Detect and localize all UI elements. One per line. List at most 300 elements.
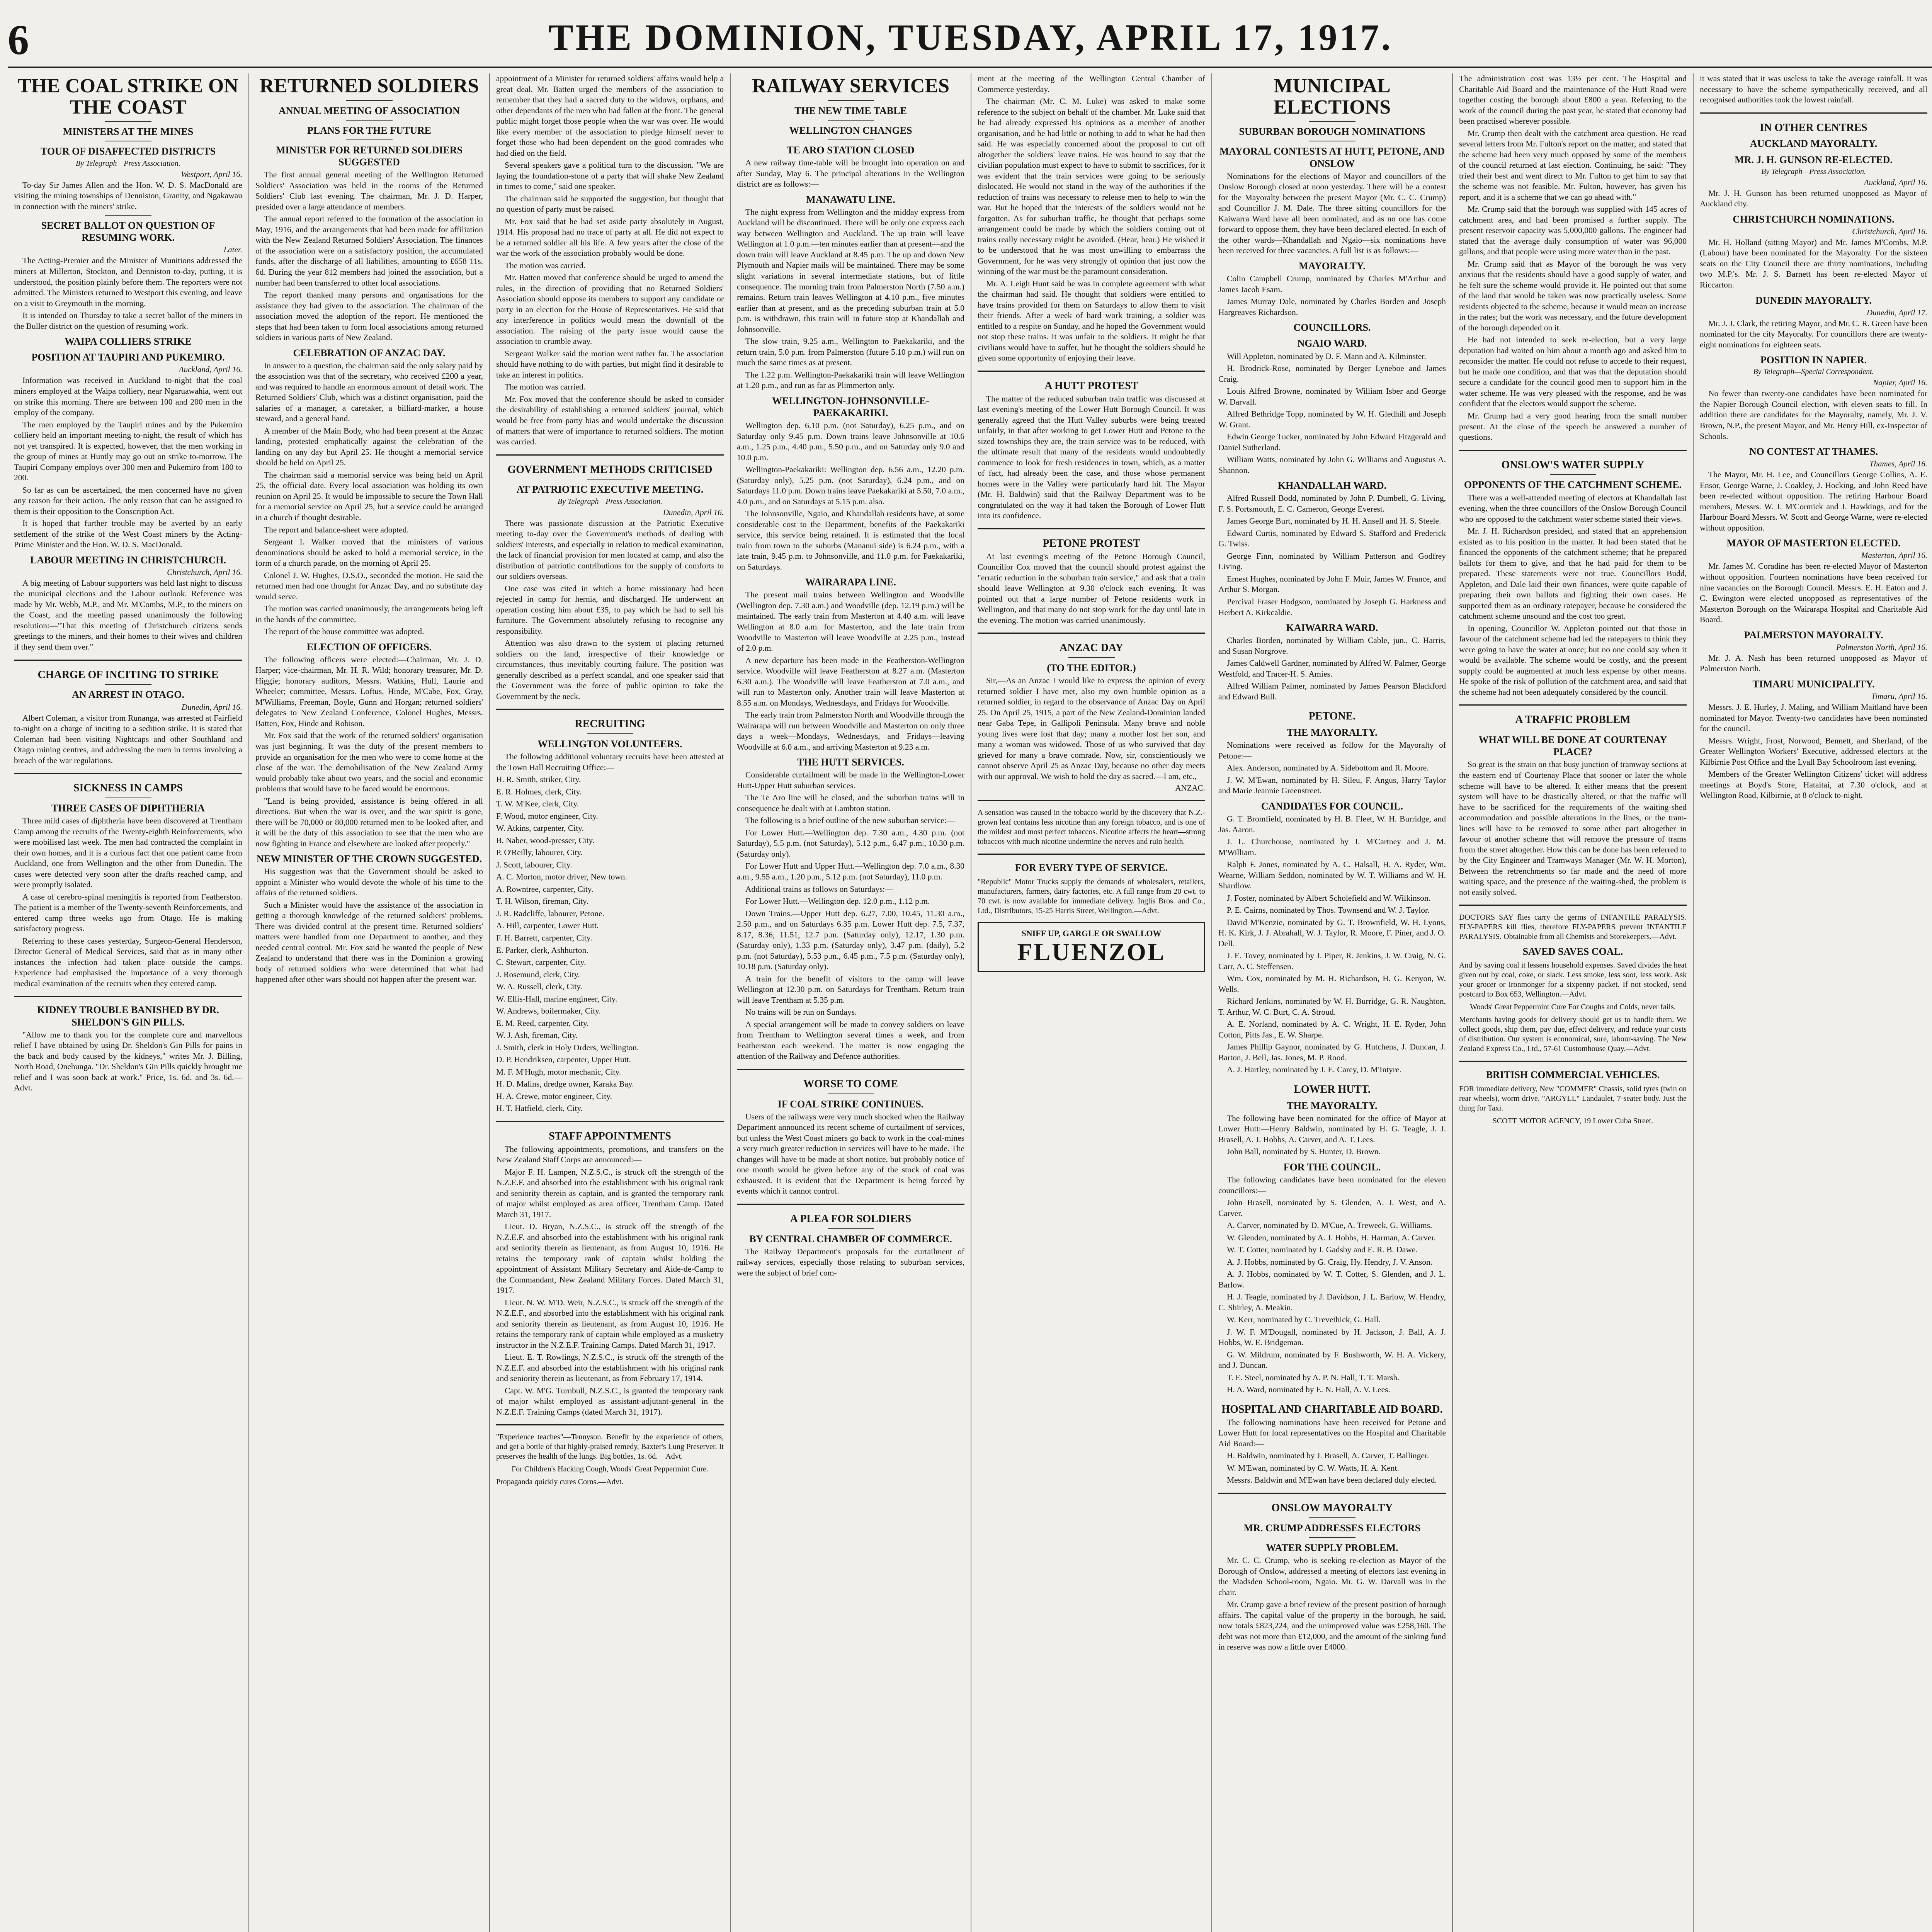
list-item: J. R. Radcliffe, labourer, Petone. [496, 908, 604, 918]
paragraph: Mr. Fox moved that the conference should be asked to consider the desirability of establishing a returned soldiers' journal, which would be free from party bias and would undertake the discussion of matters that were of importance to returned soldiers. The motion was carried. [496, 394, 724, 447]
subhead: NEW MINISTER OF THE CROWN SUGGESTED. [256, 853, 482, 865]
paragraph: For Lower Hutt and Upper Hutt.—Wellington dep. 7.0 a.m., 8.30 a.m., 9.55 a.m., 1.20 p.m., 5.12 p.m. (not Saturday), 11.0 p.m. [737, 861, 964, 881]
subhead: WELLINGTON CHANGES [789, 124, 912, 136]
subhead: ELECTION OF OFFICERS. [306, 641, 432, 653]
list-item: J. Scott, labourer, City. [496, 860, 572, 869]
paragraph: Nominations for the elections of Mayor and councillors of the Onslow Borough closed at noon yesterday. There will be a contest for the Mayoralty between the present Mayor (Mr. C. C. Crump) and Councillor J. M. Dale. The three sitting councillors for the Kaiwarra Ward have all been nominated, and as no one has come forward to oppose them, they have been declared elected. In each of the other wards—Khandallah and Ngaio—six nominations have been received for three vacancies. A full list is as follows:— [1218, 171, 1446, 255]
paragraph: Mr. Crump then dealt with the catchment area question. He read several letters from Mr. Fulton's report on the matter, and stated that the scheme had been very much opposed by some of the members of the council returned at last election. Continuing, he said: "They tried their best and went direct to Mr. Fulton to get him to say that the scheme was not feasible. Mr. Fulton, however, has given his report, and it is a scheme that we can go ahead with." [1459, 128, 1687, 202]
paragraph: The men employed by the Taupiri mines and by the Pukemiro colliery held an important meeting to-night, the result of which has not yet transpired. It is expected, however, that the men working in the group of mines at Huntly may go out on strike to-morrow. The Taupiri Company employs over 300 men and Pukemiro from 180 to 200. [14, 420, 242, 483]
list-item: G. T. Bromfield, nominated by H. B. Fleet, W. H. Burridge, and Jas. Aaron. [1218, 814, 1446, 834]
dateline: Dunedin, April 16. [181, 702, 242, 712]
list-item: George Finn, nominated by William Patterson and Godfrey Living. [1218, 551, 1446, 571]
column-4 [730, 73, 971, 1932]
paragraph: He had not intended to seek re-election, but a very large deputation had waited on him about a month ago and asked him to reconsider the matter. He could not refuse to accede to their request, but he made one condition, and that was that the deputation should secure a candidate for the council good men to support him in the water scheme. He was very pleased with the response, and he was confident that the electors would support the scheme. [1459, 335, 1687, 408]
paragraph: appointment of a Minister for returned soldiers' affairs would help a great deal. Mr. Batten urged the members of the association to remember that they had a sacred duty to the widows, orphans, and other dependants of the men who had fallen at the front. The general public might forget those people when the war was over. He would like every member of the association to pledge himself never to forget those who had been dependent on the good comrades who had died on the field. [496, 74, 724, 158]
advert-title: BRITISH COMMERCIAL VEHICLES. [1486, 1069, 1660, 1081]
list-item: A. C. Morton, motor driver, New town. [496, 872, 627, 882]
paragraph: For Lower Hutt.—Wellington dep. 7.30 a.m., 4.30 p.m. (not Saturday), 5.5 p.m. (not Saturday), 5.12 p.m., 6.47 p.m., 10.30 p.m. (Saturday only). [737, 828, 964, 859]
list-item: E. Parker, clerk, Ashhurton. [496, 945, 588, 955]
paragraph: The Johnsonville, Ngaio, and Khandallah residents have, at some considerable cost to the Department, benefits of the Paekakariki service, this service being retained. It is estimated that the local train from town to the suburbs (Mananui side) is 6.24 p.m., with a late train, 9.45 p.m. to Johnsonville, and 11.0 p.m. for Paekakariki, on Saturdays. [737, 509, 964, 571]
paragraph: James Murray Dale, nominated by Charles Borden and Joseph Hargreaves Richardson. [1218, 297, 1446, 317]
paragraph: The night express from Wellington and the midday express from Auckland will be discontinued. There will be only one express each way between Wellington and Auckland. The up train will leave Wellington at 1.0 p.m.—ten minutes earlier than at present—and the down train will leave Auckland at 8.45 p.m. The up and down New Plymouth and Napier mails will be maintained. There may be some slight variations in several intermediate stations, but of little consequence. The morning train from Palmerston North (7.50 a.m.) remains. Return train leaves Wellington at 4.10 p.m., five minutes earlier than at present, and as the preceding suburban train at 5.0 p.m. is withdrawn, this train will in future stop at Khandallah and Johnsonville. [737, 207, 964, 334]
subhead: FOR THE COUNCIL. [1283, 1161, 1381, 1173]
list-item: A. Carver, nominated by D. M'Cue, A. Treweek, G. Williams. [1227, 1221, 1432, 1230]
list-item: W. A. Russell, clerk, City. [496, 982, 582, 992]
paragraph: Mr. Fox said that the work of the returned soldiers' organisation was just beginning. It was the duty of the present members to provide an organisation for the men who were to come home at the close of the war. The demobilisation of the New Zealand Army would probably take about two years, and the social and economic problems that would have to be faced would be enormous. [255, 731, 483, 794]
dateline: Timaru, April 16. [1871, 691, 1927, 701]
paragraph: Mr. A. Leigh Hunt said he was in complete agreement with what the chairman had said. He thought that soldiers were entitled to have trains provided for them on Saturdays to allow them to visit their friends. After a week of hard work training, a soldier was entitled to a respite on Sunday, and he hoped the Government would not stop these trains. It was unfair to the soldiers. It might be that civilians would have to suffer, but he thought the soldiers should be given some opportunity of enjoying their leave. [978, 279, 1205, 363]
sickness-subhead: THREE CASES OF DIPHTHERIA [51, 802, 205, 814]
paragraph: Mr. Crump said that as Mayor of the borough he was very anxious that the residents should have a good supply of water, and he felt sure the scheme would provide it. He pointed out that some of the land that would be taken was now practically useless. Some residents objected to the scheme, because it would mean an increase in the rates; but the work was necessary, and the future development of the borough depended on it. [1459, 259, 1687, 332]
paragraph: A new railway time-table will be brought into operation on and after Sunday, May 6. The principal alterations in the Wellington district are as follows:— [737, 158, 964, 189]
paragraph: Messrs. Wright, Frost, Norwood, Bennett, and Sherland, of the Greater Wellington Workers' Executive, addressed electors at the Kilbirnie Post Office and the Lyall Bay Schoolroom last evening. [1700, 736, 1927, 767]
subhead: MAYORALTY. [1299, 260, 1366, 272]
dateline: Auckland, April 16. [179, 365, 242, 374]
column-5 [971, 73, 1211, 1932]
paragraph: Information was received in Auckland to-night that the coal miners employed at the Waipa colliery, near Ngaruawahia, went out on strike this morning. There are between 100 and 200 men in the employ of the company. [14, 376, 242, 417]
subhead: NO CONTEST AT THAMES. [1749, 446, 1878, 457]
list-item: A. J. Hobbs, nominated by G. Craig, Hy. Hendry, J. V. Anson. [1227, 1257, 1433, 1267]
paragraph: The chairman said a memorial service was being held on April 25, the official date. Every local association was holding its own reunion on April 25. It would be impossible to secure the Town Hall for a memorial service on April 25, but a service could be arranged in a church if thought desirable. [255, 470, 483, 522]
coal-subhead: MINISTERS AT THE MINES [63, 126, 194, 138]
gov-methods-headline: GOVERNMENT METHODS CRITICISED [507, 463, 713, 476]
subhead: BY CENTRAL CHAMBER OF COMMERCE. [749, 1233, 952, 1245]
advert-title: SAVED SAVES COAL. [1522, 946, 1623, 957]
list-item: P. O'Reilly, labourer, City. [496, 848, 583, 857]
subhead: PALMERSTON MAYORALTY. [1744, 629, 1883, 641]
paragraph: it was stated that it was useless to take the average rainfall. It was necessary to have the scheme sympathetically received, and all recognised authorities took the lowest rainfall. [1700, 74, 1927, 105]
list-item: Ernest Hughes, nominated by John F. Muir, James W. France, and Arthur S. Morgan. [1218, 574, 1446, 594]
paragraph: The following officers were elected:—Chairman, Mr. J. D. Harper; vice-chairman, Mr. H. R. Wild; honorary treasurer, Mr. D. Higgie; honorary auditors, Messrs. Watkins, Hull, Laurie and Wheeler; committee, Messrs. Loftus, Hinde, M'Cabe, Fox, Gray, M'Williams, Freeman, Boyle, Gunn and Horgan; returned soldiers' delegates to New Zealand Conference, Colonel Hughes, Messrs. Batten, Fox, Hinde and Robison. [255, 655, 483, 728]
list-item: P. E. Cairns, nominated by Thos. Townsend and W. J. Taylor. [1227, 905, 1430, 915]
anzac-headline: ANZAC DAY [1060, 642, 1123, 654]
paragraph: There was a well-attended meeting of electors at Khandallah last evening, when the three councillors of the Onslow Borough Council who are opposed to the catchment water scheme stated their views. [1459, 493, 1687, 524]
subhead: TIMARU MUNICIPALITY. [1752, 678, 1875, 690]
paragraph: A special arrangement will be made to convey soldiers on leave from Trentham to Wellington several times a week, and from Featherston each weekend. The matter is now engaging the attention of the Railway and Defence authorities. [737, 1019, 964, 1061]
paragraph: The Te Aro line will be closed, and the suburban trains will in consequence be dealt with at Lambton station. [737, 793, 964, 813]
paragraph: To-day Sir James Allen and the Hon. W. D. S. MacDonald are visiting the mining townships of Denniston, Granity, and Ngakawau in connection with the miners' strike. [14, 180, 242, 211]
paragraph: The following appointments, promotions, and transfers on the New Zealand Staff Corps are announced:— [496, 1144, 724, 1165]
list-item: Alfred William Palmer, nominated by James Pearson Blackford and Edward Bull. [1218, 681, 1446, 701]
paragraph: The report of the house committee was adopted. [264, 627, 424, 636]
sickness-headline: SICKNESS IN CAMPS [73, 782, 183, 794]
list-item: A. Rowntree, carpenter, City. [496, 884, 594, 894]
paragraph: The early train from Palmerston North and Woodville through the Wairarapa will run between Woodville and Masterton on only three days a week—Mondays, Wednesdays, and Fridays—leaving Woodville at 6.0 a.m., and arriving Masterton at 9.23 a.m. [737, 710, 964, 752]
advert-title: FOR EVERY TYPE OF SERVICE. [1015, 862, 1168, 874]
onslow-mayoralty-headline: ONSLOW MAYORALTY [1271, 1502, 1393, 1514]
advert-text: And by saving coal it lessens household expenses. Saved divides the heat given out by coal, coke, or slack. Less smoke, less soot, less work. Ask your grocer or ironmonger for a sixpenny packet. If not stocked, send postcard to Box 653, Wellington.—Advt. [1459, 961, 1687, 999]
subhead: THE HUTT SERVICES. [797, 757, 904, 768]
list-item: J. Smith, clerk in Holy Orders, Wellington. [496, 1043, 639, 1052]
paragraph: Colonel J. W. Hughes, D.S.O., seconded the motion. He said the returned men had one thought for Anzac Day, and no substitute day would serve. [255, 570, 483, 601]
list-item: A. Hill, carpenter, Lower Hutt. [496, 921, 599, 930]
dateline: Dunedin, April 17. [1866, 308, 1927, 317]
other-centres-headline: IN OTHER CENTRES [1760, 121, 1867, 134]
municipal-headline: MUNICIPAL ELECTIONS [1273, 75, 1391, 118]
column-1 [8, 73, 248, 1932]
subhead: SUBURBAN BOROUGH NOMINATIONS [1239, 126, 1425, 138]
list-item: Charles Borden, nominated by William Cable, jun., C. Harris, and Susan Norgrove. [1218, 636, 1446, 656]
subhead: POSITION IN NAPIER. [1760, 354, 1867, 366]
newspaper-title: THE DOMINION, TUESDAY, APRIL 17, 1917. [548, 17, 1393, 58]
list-item: James Caldwell Gardner, nominated by Alfred W. Palmer, George Westfold, and Tracer-H. S. Amies. [1218, 658, 1446, 679]
subhead: IF COAL STRIKE CONTINUES. [777, 1098, 924, 1110]
advert-text: For Children's Hacking Cough, Woods' Great Peppermint Cure. [511, 1465, 709, 1474]
list-item: E. R. Holmes, clerk, City. [496, 787, 582, 796]
list-item: D. P. Hendriksen, carpenter, Upper Hutt. [496, 1055, 631, 1065]
subhead: WELLINGTON-JOHNSONVILLE-PAEKAKARIKI. [772, 395, 929, 418]
paragraph: Mr. J. J. Clark, the retiring Mayor, and Mr. C. R. Green have been nominated for the city Mayoralty. For councillors there are twenty-eight nominations for eighteen seats. [1700, 318, 1927, 349]
list-item: Alfred Bethridge Topp, nominated by W. H. Gledhill and Joseph W. Grant. [1218, 409, 1446, 429]
list-item: Percival Fraser Hodgson, nominated by Joseph G. Harkness and Herbert A. Kirkcaldie. [1218, 597, 1446, 617]
paragraph: The Railway Department's proposals for the curtailment of railway services, especially those relating to suburban services, were the subject of brief com- [737, 1247, 964, 1277]
paragraph: Such a Minister would have the assistance of the association in getting a thorough knowledge of the returned soldiers' problems. There was divided control at the present time. Returned soldiers' matters were handled from one Department to another, and they needed central control. Mr. Fox said he wanted the people of New Zealand to understand that there was in the Dominion a growing body of returned soldiers who were determined that what had happened after other wars should not happen after the present war. [255, 900, 483, 984]
dateline: Westport, April 16. [181, 169, 242, 179]
paragraph: Lieut. N. W. M'D. Weir, N.Z.S.C., is struck off the strength of the N.Z.E.F., and absorbed into the establishment with his original rank and seniority therein as lieutenant, as from August 10, 1916. He retains the temporary rank of captain while employed as a musketry instructor in the N.Z.E.F. Training Camps. Dated March 31, 1917. [496, 1298, 724, 1350]
paragraph: Users of the railways were very much shocked when the Railway Department announced its recent scheme of curtailment of services, but unless the West Coast miners go back to work in the coal-mines a very much greater reduction in services will have to be made. The changes will have to be made at short notice, but probably notice of one month would be given before any of the stock of coal was exhausted. It is evident that the Department is being forced by events which it cannot control. [737, 1112, 964, 1196]
advert-text: Woods' Great Peppermint Cure For Coughs and Colds, never fails. [1470, 1003, 1676, 1012]
traffic-headline: A TRAFFIC PROBLEM [1515, 714, 1631, 726]
paragraph: Nominations were received as follow for the Mayoralty of Petone:— [1218, 740, 1446, 760]
paragraph: Mr. C. C. Crump, who is seeking re-election as Mayor of the Borough of Onslow, addressed a meeting of electors last evening in the Madsden School-room, Ngaio. Mr. G. W. Darvall was in the chair. [1218, 1556, 1446, 1597]
list-item: Louis Alfred Browne, nominated by William Isber and George W. Darvall. [1218, 386, 1446, 406]
subhead: MAYOR OF MASTERTON ELECTED. [1726, 537, 1901, 549]
subhead: KAIWARRA WARD. [1286, 622, 1378, 634]
advert-text: "Experience teaches"—Tennyson. Benefit by the experience of others, and get a bottle of that highly-praised remedy, Baxter's Lung Preserver. It preserves the health of the lungs. Big bottles, 1s. 6d.—Advt. [496, 1433, 724, 1461]
dateline: Napier, April 16. [1873, 378, 1927, 388]
byline: By Telegraph—Press Association. [76, 159, 180, 168]
subhead: WELLINGTON VOLUNTEERS. [537, 738, 682, 750]
paragraph: Lieut. D. Bryan, N.Z.S.C., is struck off the strength of the N.Z.E.F. and absorbed into the establishment with his original rank and seniority therein as lieutenant, as from August 10, 1916. He retains the temporary rank of captain whilst holding the appointment of Assistant Military Secretary and Aide-de-Camp to the Commandant, New Zealand Military Forces. Dated March 31, 1917. [496, 1222, 724, 1295]
list-item: David M'Kenzie, nominated by G. T. Brownfield, W. H. Lyons, H. K. Kirk, J. J. Abrahall, W. J. Taylor, R. Moore, F. Piner, and J. O. Dell. [1218, 917, 1446, 948]
paragraph: There was passionate discussion at the Patriotic Executive meeting to-day over the Government's methods of dealing with soldiers' interests, and especially in relation to medical examination, the lack of financial provision for men located at camp, and also the distribution of patriotic contributions for the supply of comforts to our soldiers overseas. [496, 518, 724, 581]
petone-heading: PETONE. [1308, 710, 1356, 723]
recruiting-headline: RECRUITING [575, 718, 645, 730]
paragraph: Members of the Greater Wellington Citizens' ticket will address meetings at Boyd's Store, Hataitai, at 7.30 o'clock, and at Wellington Road, Kilbirnie, at 8 o'clock to-night. [1700, 769, 1927, 800]
list-item: Wm. Cox, nominated by M. H. Richardson, H. G. Kenyon, W. Wells. [1218, 974, 1446, 994]
byline: By Telegraph—Special Correspondent. [1753, 367, 1874, 376]
list-item: Will Appleton, nominated by D. F. Mann and A. Kilminster. [1227, 351, 1426, 361]
list-item: H. R. Smith, striker, City. [496, 775, 581, 784]
list-item: T. H. Wilson, fireman, City. [496, 896, 588, 906]
subhead: NGAIO WARD. [1297, 338, 1367, 349]
column-6 [1211, 73, 1452, 1932]
paragraph: Considerable curtailment will be made in the Wellington-Lower Hutt-Upper Hutt suburban services. [737, 770, 964, 790]
list-item: Alfred Russell Bodd, nominated by John P. Dumbell, G. Living, F. S. Portsmouth, E. C. Cameron, George Everest. [1218, 493, 1446, 514]
dateline: Later. [223, 245, 242, 255]
list-item: W. T. Cotter, nominated by J. Gadsby and E. R. B. Dawe. [1227, 1245, 1418, 1255]
list-item: W. Kerr, nominated by C. Trevethick, G. Hall. [1227, 1315, 1381, 1325]
list-item: A. J. Hobbs, nominated by W. T. Cotter, S. Glenden, and J. L. Barlow. [1218, 1269, 1446, 1289]
paragraph: Alex. Anderson, nominated by A. Sidebottom and R. Moore. [1227, 763, 1429, 773]
paragraph: It is hoped that further trouble may be averted by an early settlement of the strike of the West Coast miners by the Acting-Prime Minister and the Hon. W. D. S. MacDonald. [14, 519, 242, 549]
list-item: H. J. Teagle, nominated by J. Davidson, J. L. Barlow, W. Hendry, C. Shirley, A. Meakin. [1218, 1292, 1446, 1312]
paragraph: The following have been nominated for the office of Mayor at Lower Hutt:—Henry Baldwin, nominated by H. G. Teagle, J. J. Brasell, A. J. Hobbs, A. Carver, and A. T. Lees. [1218, 1113, 1446, 1144]
paragraph: Mr. Fox said that he had set aside party absolutely in August, 1914. His proposal had no trace of party at all. He did not expect to be a returned soldier all his life. A few years after the close of the war the work of the association probably would be done. [496, 216, 724, 258]
list-item: John Brasell, nominated by S. Glenden, A. J. West, and A. Carver. [1218, 1198, 1446, 1218]
subhead: MR. J. H. GUNSON RE-ELECTED. [1735, 154, 1893, 165]
paragraph: A member of the Main Body, who had been present at the Anzac landing, protested emphatically against the celebration of the landing on any day but April 25. He thought a memorial service should be held on April 25. [255, 426, 483, 468]
byline: By Telegraph—Press Association. [1761, 167, 1866, 176]
dateline: Christchurch, April 16. [167, 567, 242, 577]
paragraph: It is intended on Thursday to take a secret ballot of the miners in the Buller district on the question of resuming work. [14, 311, 242, 331]
subhead: MAYORAL CONTESTS AT HUTT, PETONE, AND ONSLOW [1219, 146, 1445, 169]
dateline: Christchurch, April 16. [1852, 226, 1927, 236]
advert-text: SCOTT MOTOR AGENCY, 19 Lower Cuba Street. [1492, 1116, 1653, 1125]
subhead: MINISTER FOR RETURNED SOLDIERS SUGGESTED [276, 144, 463, 168]
subhead: MANAWATU LINE. [806, 194, 895, 205]
dateline: Auckland, April 16. [1864, 177, 1927, 187]
paragraph: A big meeting of Labour supporters was held last night to discuss the municipal elections and the Labour outlook. Reference was made by Mr. Webb, M.P., and Mr. M'Combs, M.P., to the miners on the Coast, and the meeting passed unanimously the following resolution:—"That this meeting of Christchurch citizens sends greetings to the miners, and their homes to their wives and children if they send them over." [14, 578, 242, 651]
paragraph: The following nominations have been received for Petone and Lower Hutt for local representatives on the Hospital and Charitable Aid Board:— [1218, 1417, 1446, 1448]
subhead: KHANDALLAH WARD. [1277, 480, 1387, 492]
paragraph: Wellington dep. 6.10 p.m. (not Saturday), 6.25 p.m., and on Saturday only 9.45 p.m. Down trains leave Johnsonville at 10.6 a.m., 1.25 p.m., 4.40 p.m., 5.50 p.m., and on Saturday only 9.0 and 10.0 p.m. [737, 421, 964, 462]
list-item: F. Wood, motor engineer, City. [496, 811, 598, 821]
letter-signature: ANZAC. [1175, 783, 1205, 793]
list-item: B. Naber, wood-presser, City. [496, 835, 595, 845]
list-item: F. H. Barrett, carpenter, City. [496, 933, 592, 942]
paragraph: Attention was also drawn to the system of placing returned soldiers on the land, irrespective of their knowledge or circumstances, thus inevitably courting failure. The position was generally described as a perfect scandal, and one speaker said that the Government was the force of public opinion to take the Government by the neck. [496, 638, 724, 701]
hutt-protest-headline: A HUTT PROTEST [1044, 379, 1138, 392]
paragraph: The administration cost was 13½ per cent. The Hospital and Charitable Aid Board and the maintenance of the Hutt Road were together costing the borough about £800 a year. Referring to the work of the council during the past year, he stated that economy had been practised wherever possible. [1459, 74, 1687, 126]
list-item: H. Brodrick-Rose, nominated by Berger Lyneboe and James Craig. [1218, 364, 1446, 384]
list-item: Edwin George Tucker, nominated by John Edward Fitzgerald and Daniel Sutherland. [1218, 432, 1446, 452]
paragraph: The following is a brief outline of the new suburban service:— [745, 816, 955, 825]
coal-subhead: LABOUR MEETING IN CHRISTCHURCH. [30, 554, 226, 566]
list-item: W. Atkins, carpenter, City. [496, 823, 584, 833]
list-item: T. E. Steel, nominated by A. P. N. Hall, T. T. Marsh. [1227, 1372, 1400, 1382]
list-item: James George Burt, nominated by H. H. Ansell and H. S. Steele. [1227, 516, 1441, 526]
paragraph: Mr. Crump gave a brief review of the present position of borough affairs. The capital value of the property in the borough, he said, now totals £823,224, and the unimproved value was £258,160. The debt was not more than £12,000, and the amount of the sinking fund in reserve was now a little over £4000. [1218, 1600, 1446, 1652]
paragraph: Sir,—As an Anzac I would like to express the opinion of every returned soldier I have met, also my own humble opinion as a returned soldier, in regard to the observance of Anzac Day on April 25. On April 25, 1915, a part of the New Zealand-Dominion landed near Gaba Tepe, in Gallipoli Peninsula. Many brave and noble young lives were lost that day; many a mother lost her son, and many a woman was widowed. Those of us who survived that day grieved for many a brave comrade. Now, sir, conscientiously we cannot observe April 25 as Anzac Day, because no other day meets with our approval. We wish to hold the day as sacred.—I am, etc., [978, 676, 1205, 781]
paragraph: Down Trains.—Upper Hutt dep. 6.27, 7.00, 10.45, 11.30 a.m., 2.50 p.m., and on Saturdays 6.35 p.m. Lower Hutt dep. 7.5, 7.37, 8.17, 8.36, 11.51, 12.7 p.m. (Saturday only), 12.17, 1.30 p.m. (Saturday only), 1.33 p.m. (Saturday only), 3.47 p.m. (daily), 5.2 p.m. (not Saturday), 5.53 p.m., 6.45 p.m., 7.5 p.m. (Saturday only), 10.18 p.m. (Saturday only). [737, 908, 964, 971]
list-item: W. J. Ash, fireman, City. [496, 1031, 578, 1040]
paragraph: Mr. J. A. Nash has been returned unopposed as Mayor of Palmerston North. [1700, 653, 1927, 673]
column-7 [1452, 73, 1693, 1932]
list-item: T. W. M'Kee, clerk, City. [496, 799, 579, 809]
coal-subhead: SECRET BALLOT ON QUESTION OF RESUMING WORK. [41, 220, 215, 243]
paragraph: A train for the benefit of visitors to the camp will leave Wellington at 12.30 p.m. on Saturdays for Trentham. Return train will leave Trentham at 5.35 p.m. [737, 974, 964, 1005]
paragraph: Referring to these cases yesterday, Surgeon-General Henderson, Director General of Medical Services, said that as in many other instances the infection had taken place outside the camps. Experience had emphasised the importance of a very thorough medical examination of the recruits when they entered camp. [14, 936, 242, 988]
paragraph: The motion was carried. [505, 382, 585, 392]
advert-text: Propaganda quickly cures Corns.—Advt. [496, 1478, 624, 1486]
list-item: G. W. Mildrum, nominated by F. Bushworth, W. H. A. Vickery, and J. Duncan. [1218, 1350, 1446, 1370]
petone-protest-headline: PETONE PROTEST [1043, 537, 1140, 549]
paragraph: W. M'Ewan, nominated by C. W. Watts, H. A. Kent. [1227, 1463, 1399, 1473]
subhead: CHRISTCHURCH NOMINATIONS. [1733, 213, 1895, 225]
subhead: THE MAYORALTY. [1287, 727, 1378, 738]
paragraph: Mr. Crump said that the borough was supplied with 145 acres of catchment area, and had been promised a further supply. The present reservoir capacity was 5,000,000 gallons. The engineer had stated that the average daily consumption of water was 96,000 gallons, and that people were using more water than in the past. [1459, 204, 1687, 257]
dateline: Thames, April 16. [1869, 459, 1927, 469]
list-item: H. A. Crewe, motor engineer, City. [496, 1091, 612, 1101]
paragraph: John Ball, nominated by S. Hunter, D. Brown. [1227, 1147, 1381, 1156]
paragraph: For Lower Hutt.—Wellington dep. 12.0 p.m., 1.12 p.m. [745, 896, 930, 906]
subhead: DUNEDIN MAYORALTY. [1755, 294, 1872, 306]
list-item: W. Glenden, nominated by A. J. Hobbs, H. Harman, A. Carver. [1227, 1233, 1436, 1242]
list-item: J. E. Tovey, nominated by J. Piper, R. Jenkins, J. W. Craig, N. G. Carr, A. C. Steffensen. [1218, 951, 1446, 971]
list-item: J. Rosemund, clerk, City. [496, 969, 580, 979]
list-item: Richard Jenkins, nominated by W. H. Burridge, G. R. Naughton, T. Arthur, W. C. Burt, C. A. Stroud. [1218, 997, 1446, 1017]
paragraph: Wellington-Paekakariki: Wellington dep. 6.56 a.m., 12.20 p.m. (Saturday only), 5.25 p.m. (not Saturday), 6.24 p.m., and on Saturdays 11.0 p.m. Down trains leave Paekakariki at 5.50, 7.0 a.m., 4.0 p.m., and on Saturdays at 5.15 p.m. also. [737, 465, 964, 506]
page-number: 6 [8, 16, 29, 63]
paragraph: Capt. W. M'G. Turnbull, N.Z.S.C., is granted the temporary rank of major whilst employed as assistant-adjutant-general in the N.Z.E.F. Training Camps (dated March 31, 1917). [496, 1386, 724, 1417]
railway-headline: RAILWAY SERVICES [752, 75, 950, 97]
paragraph: H. Baldwin, nominated by J. Brasell, A. Carver, T. Ballinger. [1227, 1451, 1429, 1461]
paragraph: J. W. M'Ewan, nominated by H. Sileu, F. Angus, Harry Taylor and Marie Jeannie Greenstreet. [1218, 775, 1446, 796]
paragraph: Messrs. J. E. Hurley, J. Maling, and William Maitland have been nominated for Mayor. Twenty-two candidates have been nominated for the council. [1700, 702, 1927, 733]
advert-text: "Republic" Motor Trucks supply the demands of wholesalers, retailers, manufacturers, farmers, dairy factories, etc. A full range from 20 cwt. to 70 cwt. is now available for immediate delivery. Inglis Bros. and Co., Ltd., Distributors, 15-25 Harris Street, Wellington.—Advt. [978, 877, 1205, 915]
paragraph: The chairman (Mr. C. M. Luke) was asked to make some reference to the subject on behalf of the chamber. Mr. Luke said that he had already expressed his opinions as a member of another organisation, and he had little or nothing to add to what he had then said. He was especially concerned about the proposal to cut off altogether the soldiers' leave trains. He was bound to say that the civilian population must expect to have to submit to sacrifices, for it was evident that the train services were going to be seriously dislocated. He would not stand in the way of the authorities if the reduction of trains was necessary to release men to help to win the war. But he hoped that the interests of the soldiers would not be forgotten. As for suburban traffic, he thought that perhaps some arrangement could be made by which the soldiers coming out of trains really necessary might be avoided. (Hear, hear.) He wished it to be understood that he was most unwilling to embarrass the Government, for he was very strongly of opinion that just now the winning of the war must be the paramount consideration. [978, 97, 1205, 276]
list-item: Edward Curtis, nominated by Edward S. Stafford and Frederick G. Twiss. [1218, 528, 1446, 549]
advert-text: FOR immediate delivery, New "COMMER" Chassis, solid tyres (twin on rear wheels), worm drive. "ARGYLL" Landaulet, 7-seater body. Just the thing for Taxi. [1459, 1084, 1687, 1112]
list-item: A. J. Hartley, nominated by J. E. Carey, D. M'Intyre. [1227, 1065, 1401, 1075]
list-item: C. Stewart, carpenter, City. [496, 957, 586, 967]
list-item: A. E. Norland, nominated by A. C. Wright, H. E. Ryder, John Cotton, Pitts Jas., E. W. Sharpe. [1218, 1019, 1446, 1039]
subhead: CANDIDATES FOR COUNCIL. [1261, 800, 1403, 812]
staff-headline: STAFF APPOINTMENTS [549, 1130, 671, 1142]
list-item: E. M. Reed, carpenter, City. [496, 1018, 589, 1028]
paragraph: Sergeant Walker said the motion went rather far. The association should have nothing to do with parties, but might find it desirable to take an interest in politics. [496, 349, 724, 379]
lower-hutt-heading: LOWER HUTT. [1294, 1083, 1371, 1095]
paragraph: Lieut. E. T. Rowlings, N.Z.S.C., is struck off the strength of the N.Z.E.F. and absorbed into the establishment with his original rank and seniority therein as lieutenant, as from February 17, 1914. [496, 1352, 724, 1383]
subhead: COUNCILLORS. [1293, 322, 1371, 333]
subhead: WAIRARAPA LINE. [805, 577, 896, 588]
column-3 [489, 73, 730, 1932]
advert-text: Merchants having goods for delivery should get us to handle them. We collect goods, ship them, pay due, effect delivery, and reduce your costs of distribution. Our system is economical, sure, labour-saving. The New Zealand Express Co., Ltd., 57-61 Customhouse Quay.—Advt. [1459, 1015, 1687, 1053]
paragraph: The 1.22 p.m. Wellington-Paekakariki train will leave Wellington at 1.20 p.m., and run as far as Plimmerton only. [737, 370, 964, 390]
returned-soldiers-headline: RETURNED SOLDIERS [259, 75, 479, 97]
worse-headline: WORSE TO COME [803, 1078, 898, 1090]
coal-subhead: WAIPA COLLIERS STRIKE [65, 336, 192, 347]
subhead: PLANS FOR THE FUTURE [307, 124, 431, 136]
subhead: WHAT WILL BE DONE AT COURTENAY PLACE? [1478, 734, 1667, 758]
paragraph: Several speakers gave a political turn to the discussion. "We are laying the foundation-stone of a party that will shake New Zealand in times to come," said one speaker. [496, 160, 724, 191]
paragraph: So far as can be ascertained, the men concerned have no given any reason for their action. The only reason that can be assigned to them is their opposition to the Conscription Act. [14, 485, 242, 516]
fluenzol-advert [978, 922, 1205, 972]
advert-text: A sensation was caused in the tobacco world by the discovery that N.Z.-grown leaf contains less nicotine than any foreign tobacco, and is one of the mildest and most perfect tobaccos. Nicotine affects the heart—strong tobaccos with much nicotine undermine the nerves and ruin health. [978, 808, 1205, 846]
paragraph: "Land is being provided, assistance is being offered in all directions. But when the war is over, and the war spirit is gone, there will be 70,000 or 80,000 returned men to be looked after, and it will be the duty of this association to see that the men who are now fighting in France and elsewhere are looked after properly." [255, 796, 483, 848]
paragraph: Major F. H. Lampen, N.Z.S.C., is struck off the strength of the N.Z.E.F. and absorbed into the establishment with his original rank and seniority therein as captain, and is granted the temporary rank of major whilst employed as area officer, Trentham Camp. Dated March 31, 1917. [496, 1167, 724, 1219]
hospital-heading: HOSPITAL AND CHARITABLE AID BOARD. [1221, 1403, 1443, 1415]
coal-subhead: TOUR OF DISAFFECTED DISTRICTS [41, 146, 216, 157]
paragraph: The motion was carried unanimously, the arrangements being left in the hands of the committee. [255, 604, 483, 624]
dateline: Dunedin, April 16. [663, 507, 724, 517]
paragraph: One case was cited in which a home missionary had been rejected in camp for hernia, and discharged. He underwent an operation costing him about £35, to pay which he had to sell his furniture. The Government absolutely refusing to recognise any responsibility. [496, 583, 724, 636]
paragraph: The chairman said he supported the suggestion, but thought that no question of party must be raised. [496, 194, 724, 214]
paragraph: At last evening's meeting of the Petone Borough Council, Councillor Cox moved that the council should protest against the "erratic reduction in the suburban train service," and ask that a train should leave Wellington at 9.30 o'clock each evening. It was pointed out that a large number of Petone residents work in Wellington, and that many do not stop work for the day until late in the evening. The motion was carried unanimously. [978, 551, 1205, 625]
list-item: James Phillip Gaynor, nominated by G. Hutchens, J. Duncan, J. Barton, J. Bell, Jas. Jones, M. P. Rood. [1218, 1042, 1446, 1062]
subhead: ANNUAL MEETING OF ASSOCIATION [279, 105, 460, 116]
dateline: Palmerston North, April 16. [1836, 642, 1927, 652]
subhead: THE MAYORALTY. [1287, 1100, 1378, 1111]
paragraph: The Acting-Premier and the Minister of Munitions addressed the miners at Millerton, Stockton, and Denniston to-day, putting, it is understood, the position plainly before them. The reporters were not admitted. The Ministers returned to Westport this evening, and leave on a visit to Greymouth in the morning. [14, 256, 242, 308]
advert-text: "Allow me to thank you for the complete cure and marvellous relief I have obtained by using Dr. Sheldon's Gin Pills for pains in the back and body caused by the kidneys," writes Mr. J. Billing, North Road, Onehunga. "Dr. Sheldon's Gin Pills quickly brought me relief and I was soon back at work." Price, 1s. 6d. and 3s. 6d.—Advt. [14, 1030, 242, 1093]
paragraph: Mr. J. H. Richardson presided, and stated that an apprehension existed as to his position in the matter. It had been stated that he financed the opponents of the catchment scheme; that he prepared ballots for them to give, and that he had paid for them to be prepared. These statements were not true. Councillors Budd, Appleton, and Dale laid their own finances, were quite capable of preparing their own ballots and fighting their own cases. He supported them as an ordinary ratepayer, because he considered the catchment scheme unsound and the cost too great. [1459, 526, 1687, 621]
subhead: AUCKLAND MAYORALTY. [1750, 138, 1878, 150]
paragraph: The report thanked many persons and organisations for the assistance they had given to the association. The chairman of the association moved the adoption of the report. He mentioned the steps that had been taken to form local associations among returned soldiers in various parts of New Zealand. [255, 290, 483, 342]
list-item: H. A. Ward, nominated by E. N. Hall, A. V. Lees. [1227, 1385, 1390, 1395]
paragraph: Mr. J. H. Gunson has been returned unopposed as Mayor of Auckland city. [1700, 188, 1927, 209]
subhead: TE ARO STATION CLOSED [787, 144, 915, 156]
list-item: J. Foster, nominated by Albert Scholefield and W. Wilkinson. [1227, 893, 1430, 903]
advert-text: DOCTORS SAY flies carry the germs of INFANTILE PARALYSIS. FLY-PAPERS kill flies, therefore FLY-PAPERS prevent INFANTILE PARALYSIS. Obtainable from all Chemists and Storekeepers.—Advt. [1459, 913, 1687, 941]
inciting-subhead: AN ARREST IN OTAGO. [72, 689, 184, 701]
subhead: WATER SUPPLY PROBLEM. [1266, 1542, 1398, 1553]
advert-brand: FLUENZOL [1017, 938, 1166, 966]
paragraph: No trains will be run on Sundays. [745, 1007, 857, 1017]
paragraph: In opening, Councillor W. Appleton pointed out that those in favour of the catchment scheme had led the ratepayers to think they were going to have the water at once; but no one could say when it would be available. The scheme would be costly, and the present supply could be augmented at much less expense by other means. He spoke of the risk of pollution of the catchment area, and said that the scheme had not been adequately considered by the council. [1459, 623, 1687, 697]
advert-headline: KIDNEY TROUBLE BANISHED BY DR. SHELDON'S GIN PILLS. [37, 1004, 219, 1028]
paragraph: In answer to a question, the chairman said the only salary paid by the association was that of the secretary, who received £200 a year, and was required to handle an enormous amount of detail work. The Returned Soldiers' Club, which was a distinct organisation, paid the salaries of a manager, a caretaker, a billiard-marker, a house steward, and a general hand. [255, 361, 483, 423]
paragraph: His suggestion was that the Government should be asked to appoint a Minister who would devote the whole of his time to the affairs of the returned soldiers. [255, 867, 483, 898]
recruit-list [496, 774, 724, 1114]
byline: By Telegraph—Press Association. [558, 497, 662, 506]
list-item: William Watts, nominated by John G. Williams and Augustus A. Shannon. [1218, 455, 1446, 475]
paragraph: Additional trains as follows on Saturdays:— [745, 884, 893, 894]
paragraph: The first annual general meeting of the Wellington Returned Soldiers' Association was held in the rooms of the Returned Soldiers' Club last evening. The chairman, Mr. J. D. Harper, presided over a large attendance of members. [255, 170, 483, 211]
list-item: W. Andrews, boilermaker, City. [496, 1006, 601, 1016]
paragraph: The slow train, 9.25 a.m., Wellington to Paekakariki, and the return train, 5.0 p.m. from Palmerston (future 5.10 p.m.) will run on much the same times as at present. [737, 337, 964, 367]
paragraph: Messrs. Baldwin and M'Ewan have been declared duly elected. [1227, 1475, 1437, 1485]
paragraph: So great is the strain on that busy junction of tramway sections at the eastern end of Courtenay Place that sooner or later the whole scheme will have to be altered. It either means that the present system will have to be drastically altered, or that the traffic will have to be sacrificed for the requirements of the waiting-shed accommodation and possible alterations in the lines, or the tram-lines will have to be removed to some other part altogether in favour of another scheme that will remove the pressure of trams from the street altogether. How this can be done has been referred to by the City Engineer and Tramways Manager (Mr. W. H. Morton), Between the retrenchments so far made and the need of more waiting space, and the presence of the waiting-shed, the problem is not easily solved. [1459, 760, 1687, 897]
paragraph: Albert Coleman, a visitor from Runanga, was arrested at Fairfield to-night on a charge of inciting to a sedition strike. It is stated that Coleman had been visiting Nightcaps and other Southland and Otago mining centres, and addressing the men in terms involving a breach of the war regulations. [14, 713, 242, 765]
advert-tagline: SNIFF UP, GARGLE OR SWALLOW [1021, 928, 1162, 938]
list-item: W. Ellis-Hall, marine engineer, City. [496, 994, 617, 1003]
subhead: MR. CRUMP ADDRESSES ELECTORS [1243, 1522, 1421, 1534]
paragraph: ment at the meeting of the Wellington Central Chamber of Commerce yesterday. [978, 74, 1205, 94]
coal-strike-headline: THE COAL STRIKE ON THE COAST [18, 75, 238, 118]
paragraph: The following candidates have been nominated for the eleven councillors:— [1218, 1175, 1446, 1195]
paragraph: The Mayor, Mr. H. Lee, and Councillors George Collins, A. E. Ensor, George Warne, J. Coakley, J. Hocking, and John Reed have been re-elected without opposition. The retiring Harbour Board members, Messrs. W. J. M'Cormick and J. Hawkings, and for the Harbour Board Messrs. W. Scott and George Warne, were re-elected without opposition. [1700, 470, 1927, 532]
subhead: CELEBRATION OF ANZAC DAY. [293, 347, 446, 359]
column-8 [1693, 73, 1932, 1932]
paragraph: No fewer than twenty-one candidates have been nominated for the Napier Borough Council election, with eleven seats to fill. In addition there are candidates for the Mayoralty, namely, Mr. J. V. Brown, N.P., the present Mayor, and Mr. Henry Hill, ex-Inspector of Schools. [1700, 389, 1927, 441]
columns [8, 73, 1932, 1932]
paragraph: A case of cerebro-spinal meningitis is reported from Featherston. The patient is a member of the Twenty-seventh Reinforcements, and entered camp three weeks ago from Otago. He is making satisfactory progress. [14, 892, 242, 934]
paragraph: Sergeant I. Walker moved that the ministers of various denominations should be asked to hold a memorial service, in the form of a church parade, on the morning of April 25. [255, 537, 483, 568]
subhead: AT PATRIOTIC EXECUTIVE MEETING. [516, 484, 704, 495]
paragraph: Mr. H. Holland (sitting Mayor) and Mr. James M'Combs, M.P. (Labour) have been nominated for the Mayoralty. For the sixteen seats on the City Council there are thirty nominations, including two M.P.'s. Mr. J. S. Barnett has been re-elected Mayor of Riccarton. [1700, 237, 1927, 289]
paragraph: Mr. Batten moved that conference should be urged to amend the rules, in the direction of providing that no Returned Soldiers' Association should oppose its members to support any candidate or party in an election for the House of Representatives. He said that any interference in politics would mean the downfall of the association. The raising of the party issue would cause the association to crumble away. [496, 273, 724, 346]
paragraph: A new departure has been made in the Featherston-Wellington service. Woodville will leave Featherston at 8.27 a.m. (Masterton 6.30 a.m.). The Woodville will leave Featherston at 7.0 a.m., and will run to Masterton only. Another train will leave Masterton at 8.55 a.m. on Mondays, Wednesdays, and Fridays for Woodville. [737, 655, 964, 707]
subhead: THE NEW TIME TABLE [794, 105, 907, 116]
dateline: Masterton, April 16. [1861, 551, 1927, 560]
column-2 [248, 73, 489, 1932]
masthead [8, 8, 1932, 68]
list-item: H. T. Hatfield, clerk, City. [496, 1104, 583, 1113]
plea-headline: A PLEA FOR SOLDIERS [790, 1213, 912, 1225]
paragraph: The following additional voluntary recruits have been attested at the Town Hall Recruiting Office:— [496, 752, 724, 772]
paragraph: The matter of the reduced suburban train traffic was discussed at last evening's meeting of the Lower Hutt Borough Council. It was generally agreed that the Hutt Valley suburbs were being treated unfairly, in that after working to get Lower Hutt and Petone to the sized townships they are, the train service was to be reduced, with the ultimate result that many of the residents would undoubtedly commence to look for fresh residences in town, which, as a matter of fact, had already been the case, and those whose permanent homes were in the Valley were particularly hard hit. The Mayor (Mr. H. Baldwin) said that the Railway Department was to be congratulated on the way it had taken the Borough of Lower Hutt into its confidence. [978, 394, 1205, 520]
inciting-headline: CHARGE OF INCITING TO STRIKE [37, 668, 219, 681]
paragraph: Mr. James M. Coradine has been re-elected Mayor of Masterton without opposition. Fourteen nominations have been received for nine vacancies on the Borough Council. Messrs. E. H. Eaton and J. C. Ewington were elected unopposed as representatives of the Masterton Borough on the Wairarapa Hospital and Charitable Aid Board. [1700, 561, 1927, 624]
paragraph: Mr. Crump had a very good hearing from the small number present. At the close of the speech he answered a number of questions. [1459, 411, 1687, 442]
paragraph: The present mail trains between Wellington and Woodville (Wellington dep. 7.30 a.m.) and Woodville (dep. 12.19 p.m.) will be maintained. The early train from Masterton at 4.40 a.m. will leave Wellington at 8.0 a.m. for Masterton, and the late train from Woodville to Masterton will leave Woodville at 2.25 p.m., instead of 2.0 p.m. [737, 590, 964, 653]
paragraph: The report and balance-sheet were adopted. [264, 525, 409, 534]
paragraph: The motion was carried. [505, 260, 585, 270]
list-item: M. F. M'Hugh, motor mechanic, City. [496, 1067, 621, 1077]
paragraph: The annual report referred to the formation of the association in May, 1916, and the arrangements that had been made for affiliation with the New Zealand Returned Soldiers' Association. The finances of the association were on a satisfactory position, the accumulated funds, after the discharge of all liabilities, amounting to £658 11s. 6d. During the year 812 members had joined the association, but a number had been transferred to other local associations. [255, 214, 483, 287]
paragraph: Colin Campbell Crump, nominated by Charles M'Arthur and James Jacob Esam. [1218, 274, 1446, 294]
subhead: OPPONENTS OF THE CATCHMENT SCHEME. [1464, 479, 1682, 491]
coal-subhead: POSITION AT TAUPIRI AND PUKEMIRO. [31, 352, 225, 363]
list-item: H. D. Malins, dredge owner, Karaka Bay. [496, 1079, 634, 1089]
subhead: (TO THE EDITOR.) [1047, 662, 1136, 674]
list-item: J. L. Churchouse, nominated by J. M'Cartney and J. M. M'William. [1218, 837, 1446, 857]
paragraph: Three mild cases of diphtheria have been discovered at Trentham Camp among the recruits of the Twenty-eighth Reinforcements, who were mobilised last week. The men had contracted the complaint in their own homes, and it is a curious fact that one patient came from Auckland, one from Wellington and the other from Dunedin. The cases were detected very soon after the drafts reached camp, and were promptly isolated. [14, 816, 242, 889]
onslow-water-headline: ONSLOW'S WATER SUPPLY [1501, 459, 1645, 471]
list-item: J. W. F. M'Dougall, nominated by H. Jackson, J. Ball, A. J. Hobbs, W. E. Bridgeman. [1218, 1327, 1446, 1347]
